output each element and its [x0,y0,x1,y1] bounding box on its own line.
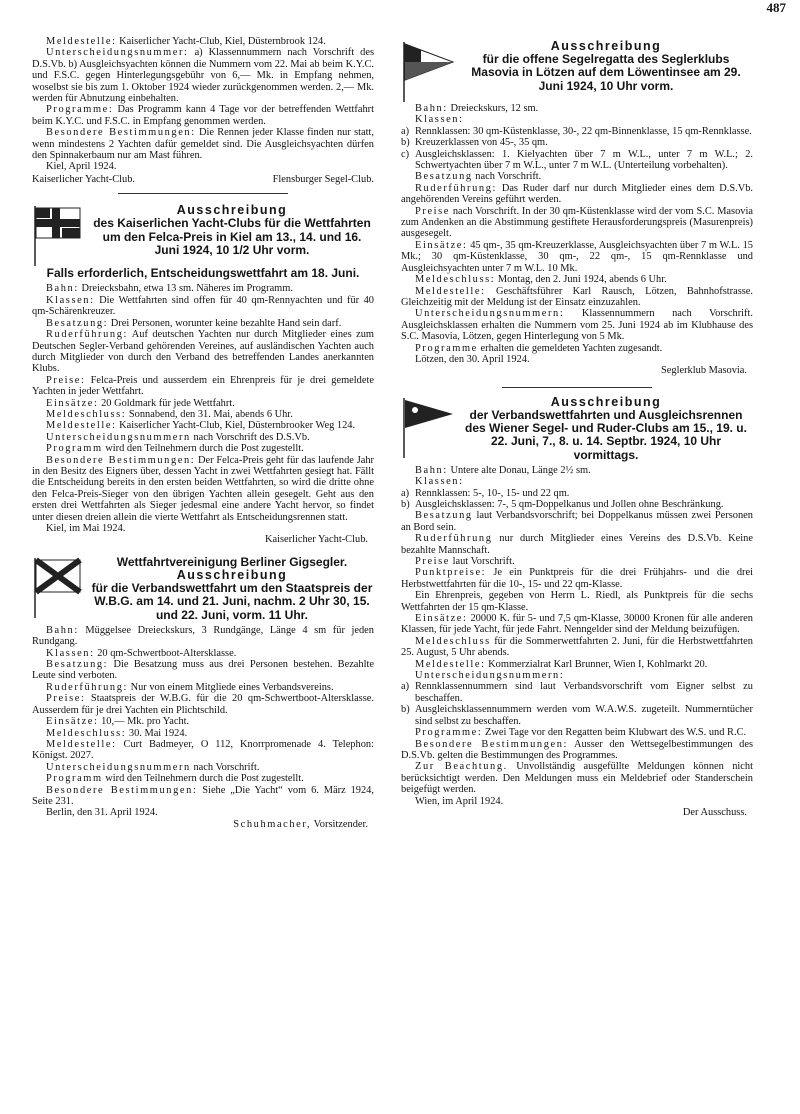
date-line: Lötzen, den 30. April 1924. [415,353,530,365]
signatures [32,174,374,185]
section-title: Wettfahrtvereinigung Berliner Gigsegler. Ausschreibung für die Verbandswettfahrt um den Staatspreis der W.B.G. am 14. und 21. Juni, nachm. 2 Uhr 30, 15. und 22. Juni, vorm. 11 Uhr. [91,554,373,622]
signature: Kaiserlicher Yacht-Club. [264,534,368,546]
date-line: Kiel, im Mai 1924. [46,523,126,535]
section-title: Ausschreibung des Kaiserlichen Yacht-Clubs für die Wettfahrten um den Felca-Preis in Kiel am 13., 14. und 16. Juni 1924, 10 1/2 Uhr vorm. [93,203,371,257]
date-line: Kiel, April 1924. [46,161,117,173]
club-burgee-icon [401,396,455,458]
section-felca-preis: Ausschreibung des Kaiserlichen Yacht-Clubs für die Wettfahrten um den Felca-Preis in Kiel am 13., 14. und 16. Juni 1924, 10 1/2 Uhr vorm. Falls erforderlich, Entscheidungswettfahrt am 18. Juni. Bahn: Dreiecksbahn, etwa 13 sm. Näheres im Programm. Klassen: Die Wettfahrten sind offen für 40 qm-Rennyachten und für 40 qm-Schärenkreuzer. Besatzung: Drei Personen, worunter keine bezahlte Hand sein darf. Ruderführung: Auf deutschen Yachten nur durch Mitglieder eines zum Deutschen Segler-Verband gehörenden Vereines, auf ausländischen Yachten auch durch Mitglieder von durch den Verband des betreffenden Landes anerkannten Klubs. Preise: Felca-Preis und ausserdem ein Ehrenpreis für je drei gemeldete Yachten in jeder Wettfahrt. Einsätze: 20 Goldmark für jede Wettfahrt. Meldeschluss: Sonnabend, den 31. Mai, abends 6 Uhr. Meldestelle: Kaiserlicher Yacht-Club, Kiel, Düsternbrooker Weg 124. Unterscheidungsnummern nach Vorschrift des D.S.Vb. Programm wird den Teilnehmern durch die Post zugestellt. Besondere Bestimmungen: Der Felca-Preis geht für das laufende Jahr in den Besitz des Eigners über, dessen Yacht in zwei Wettfahrten gesiegt hat. Fällt die Entscheidung bereits in den ersten beiden Wettfahrten, so wird die dritte ohne den Felca-Preis-Sieger von den übrigen Yachten allein gesegelt. Geht aus den ersten drei Wettfahrten als Sieger jedesmal eine andere Yacht hervor, so findet unter diesen dreien allein die vierte Wettfahrt als Entscheidungsrennen statt. Kiel, im Mai 1924. Kaiserlicher Yacht-Club. [32,203,375,546]
section-masovia: Ausschreibung für die offene Segelregatta des Seglerklubs Masovia in Lötzen auf dem Löwentinsee am 29. Juni 1924, 10 Uhr vorm. Bahn: Dreieckskurs, 12 sm. Klassen: a) Rennklassen: 30 qm-Küstenklasse, 30-, 22 qm-Binnenklasse, 15 qm-Rennklasse. b) Kreuzerklassen von 45-, 35 qm. c) Ausgleichsklassen: 1. Kielyachten über 7 m W.L., unter 7 m W.L.; 2. Schwertyachten über 7 m W.L., unter 7 m W.L. (Unterteilung vorbehalten). Besatzung nach Vorschrift. Ruderführung: Das Ruder darf nur durch Mitglieder eines dem D.S.Vb. angehörenden Vereins geführt werden. Preise nach Vorschrift. In der 30 qm-Küstenklasse wird der vom S.C. Masovia zum Andenken an die Abstimmung gestiftete Herausforderungspreis (Masurenpreis) ausgesegelt. Einsätze: 45 qm-, 35 qm-Kreuzerklasse, Ausgleichsyachten über 7 m W.L. 15 Mk.; 30 qm-Küstenklasse, 30 qm-, 22 qm-, 15 qm-Rennklasse und Ausgleichsyachten unter 7 m W.L. 10 Mk. Meldeschluss: Montag, den 2. Juni 1924, abends 6 Uhr. Meldestelle: Geschäftsführer Karl Rausch, Lötzen, Bahnhofstrasse. Gleichzeitig mit der Meldung ist der Einsatz einzuzahlen. Unterscheidungsnummern: Klassennummern nach Vorschrift. Ausgleichsklassen erhalten die Nummern vom 25. Juni 1924 ab im Klubhause des S.C. Masovia, Lötzen, gegen Hinterlegung von 5 Mk. Programme erhalten die gemeldeten Yachten zugesandt. Lötzen, den 30. April 1924. Seglerklub Masovia. [401,39,753,377]
signature-fsc: Flensburger Segel-Club. [272,173,374,185]
date-line: Wien, im April 1924. [415,795,504,807]
section-title: Ausschreibung für die offene Segelregatta des Seglerklubs Masovia in Lötzen auf dem Löwentinsee am 29. Juni 1924, 10 Uhr vorm. [471,39,741,93]
label: Meldestelle: [46,36,117,47]
left-column [32,36,374,830]
section-wiener: Ausschreibung der Verbandswettfahrten und Ausgleichsrennen des Wiener Segel- und Ruder-Clubs am 15., 19. u. 22. Juni, 7., 8. u. 14. Septbr. 1924, 10 Uhr vormittags. Bahn: Untere alte Donau, Länge 2½ sm. Klassen: a) Rennklassen: 5-, 10-, 15- und 22 qm. b) Ausgleichsklassen: 7-, 5 qm-Doppelkanus und Jollen ohne Beschränkung. Besatzung laut Verbandsvorschrift; bei Doppelkanus müssen zwei Personen an Bord sein. Ruderführung nur durch Mitglieder eines Vereins des D.S.Vb. Keine bezahlte Mannschaft. Preise laut Vorschrift. Punktpreise: Je ein Punktpreis für die drei Frühjahrs- und die drei Herbstwettfahrten für die 10-, 15- und 22 qm-Klasse. Ein Ehrenpreis, gegeben von Herrn L. Riedl, als Punktpreis für die sechs Wettfahrten der 15 qm-Klasse. Einsätze: 20000 K. für 5- und 7,5 qm-Klasse, 30000 Kronen für alle anderen Klassen, für jede Yacht, für jede Fahrt. Nenngelder sind der Meldung beizufügen. Meldeschluss für die Sommerwettfahrten 2. Juni, für die Herbstwettfahrten 25. August, 5 Uhr abends. Meldestelle: Kommerzialrat Karl Brunner, Wien I, Kohlmarkt 20. Unterscheidungsnummern: a) Rennklassennummern sind laut Verbandsvorschrift vom Eigner selbst zu beschaffen. b) Ausgleichsklassennummern werden vom W.A.W.S. zugeteilt. Nummerntücher sind selbst zu beschaffen. Programme: Zwei Tage vor den Regatten beim Klubwart des W.S. und R.C. Besondere Bestimmungen: Ausser den Wettsegelbestimmungen des D.S.Vb. gelten die Bestimmungen des Programmes. Zur Beachtung. Unvollständig ausgefüllte Meldungen können nicht berücksichtigt werden. Den Meldungen muss ein Meldebrief oder Standerschein beigefügt werden. Wien, im April 1924. Der Ausschuss. [401,394,753,818]
section-divider [118,193,288,194]
signature: Seglerklub Masovia. [661,365,747,377]
right-column [401,40,753,818]
section-kiel-intro: Meldestelle: Kaiserlicher Yacht-Club, Kiel, Düsternbrook 124. Unterscheidungsnummer: a) Klassennummern nach Vorschrift des D.S.Vb. b) Ausgleichsyachten können die Nummern vom 22. Mai ab beim K.Y.C. und F.S.C. gegen Hinterlegungsgebühr von 6,— Mk. in Empfang nehmen, woselbst sie bis zum 1. Oktober 1924 wieder zurückgenommen werden. 2,— Mk. werden für Abnutzung einbehalten. Programme: Das Programm kann 4 Tage vor der betreffenden Wettfahrt beim K.Y.C. und F.S.C. in Empfang genommen werden. Besondere Bestimmungen: Die Rennen jeder Klasse finden nur statt, wenn mindestens 2 Yachten dafür gemeldet sind. Die Ausgleichsyachten dürfen den Spinnakerbaum nur am Mast führen. Kiel, April 1924. Kaiserlicher Yacht-Club. Flensburger Segel-Club. [32,36,375,185]
club-burgee-icon [401,40,455,102]
section-gigsegler: Wettfahrtvereinigung Berliner Gigsegler. Ausschreibung für die Verbandswettfahrt um den Staatspreis der W.B.G. am 14. und 21. Juni, nachm. 2 Uhr 30, 15. und 22. Juni, vorm. 11 Uhr. Bahn: Müggelsee Dreieckskurs, 3 Rundgänge, Länge 4 sm für jeden Rundgang. Klassen: 20 qm-Schwertboot-Altersklasse. Besatzung: Die Besatzung muss aus drei Personen bestehen. Bezahlte Leute sind verboten. Ruderführung: Nur von einem Mitgliede eines Verbandsvereins. Preise: Staatspreis der W.B.G. für die 20 qm-Schwertboot-Altersklasse. Ausserdem für je drei Yachten ein Plichtschild. Einsätze: 10,— Mk. pro Yacht. Meldeschluss: 30. Mai 1924. Meldestelle: Curt Badmeyer, O 112, Knorrpromenade 4. Telephon: Königst. 2027. Unterscheidungsnummern nach Vorschrift. Programm wird den Teilnehmern durch die Post zugestellt. Besondere Bestimmungen: Siehe „Die Yacht“ vom 6. März 1924, Seite 231. Berlin, den 31. April 1924. Schuhmacher, Vorsitzender. [32,554,374,830]
page-number: 487 [766,0,786,15]
club-burgee-icon [32,204,82,266]
section-subtitle: Falls erforderlich, Entscheidungswettfahrt am 18. Juni. [46,266,360,281]
signature-kyc: Kaiserlicher Yacht-Club. [32,173,136,185]
date-line: Berlin, den 31. April 1924. [46,807,158,819]
signature: Der Ausschuss. [682,806,747,818]
signature: Schuhmacher, Vorsitzender. [233,818,368,830]
section-title: Ausschreibung der Verbandswettfahrten und Ausgleichsrennen des Wiener Segel- und Ruder-Clubs am 15., 19. u. 22. Juni, 7., 8. u. 14. Septbr. 1924, 10 Uhr vormittags. [465,394,747,462]
section-divider [502,387,652,388]
club-burgee-icon [32,556,82,618]
